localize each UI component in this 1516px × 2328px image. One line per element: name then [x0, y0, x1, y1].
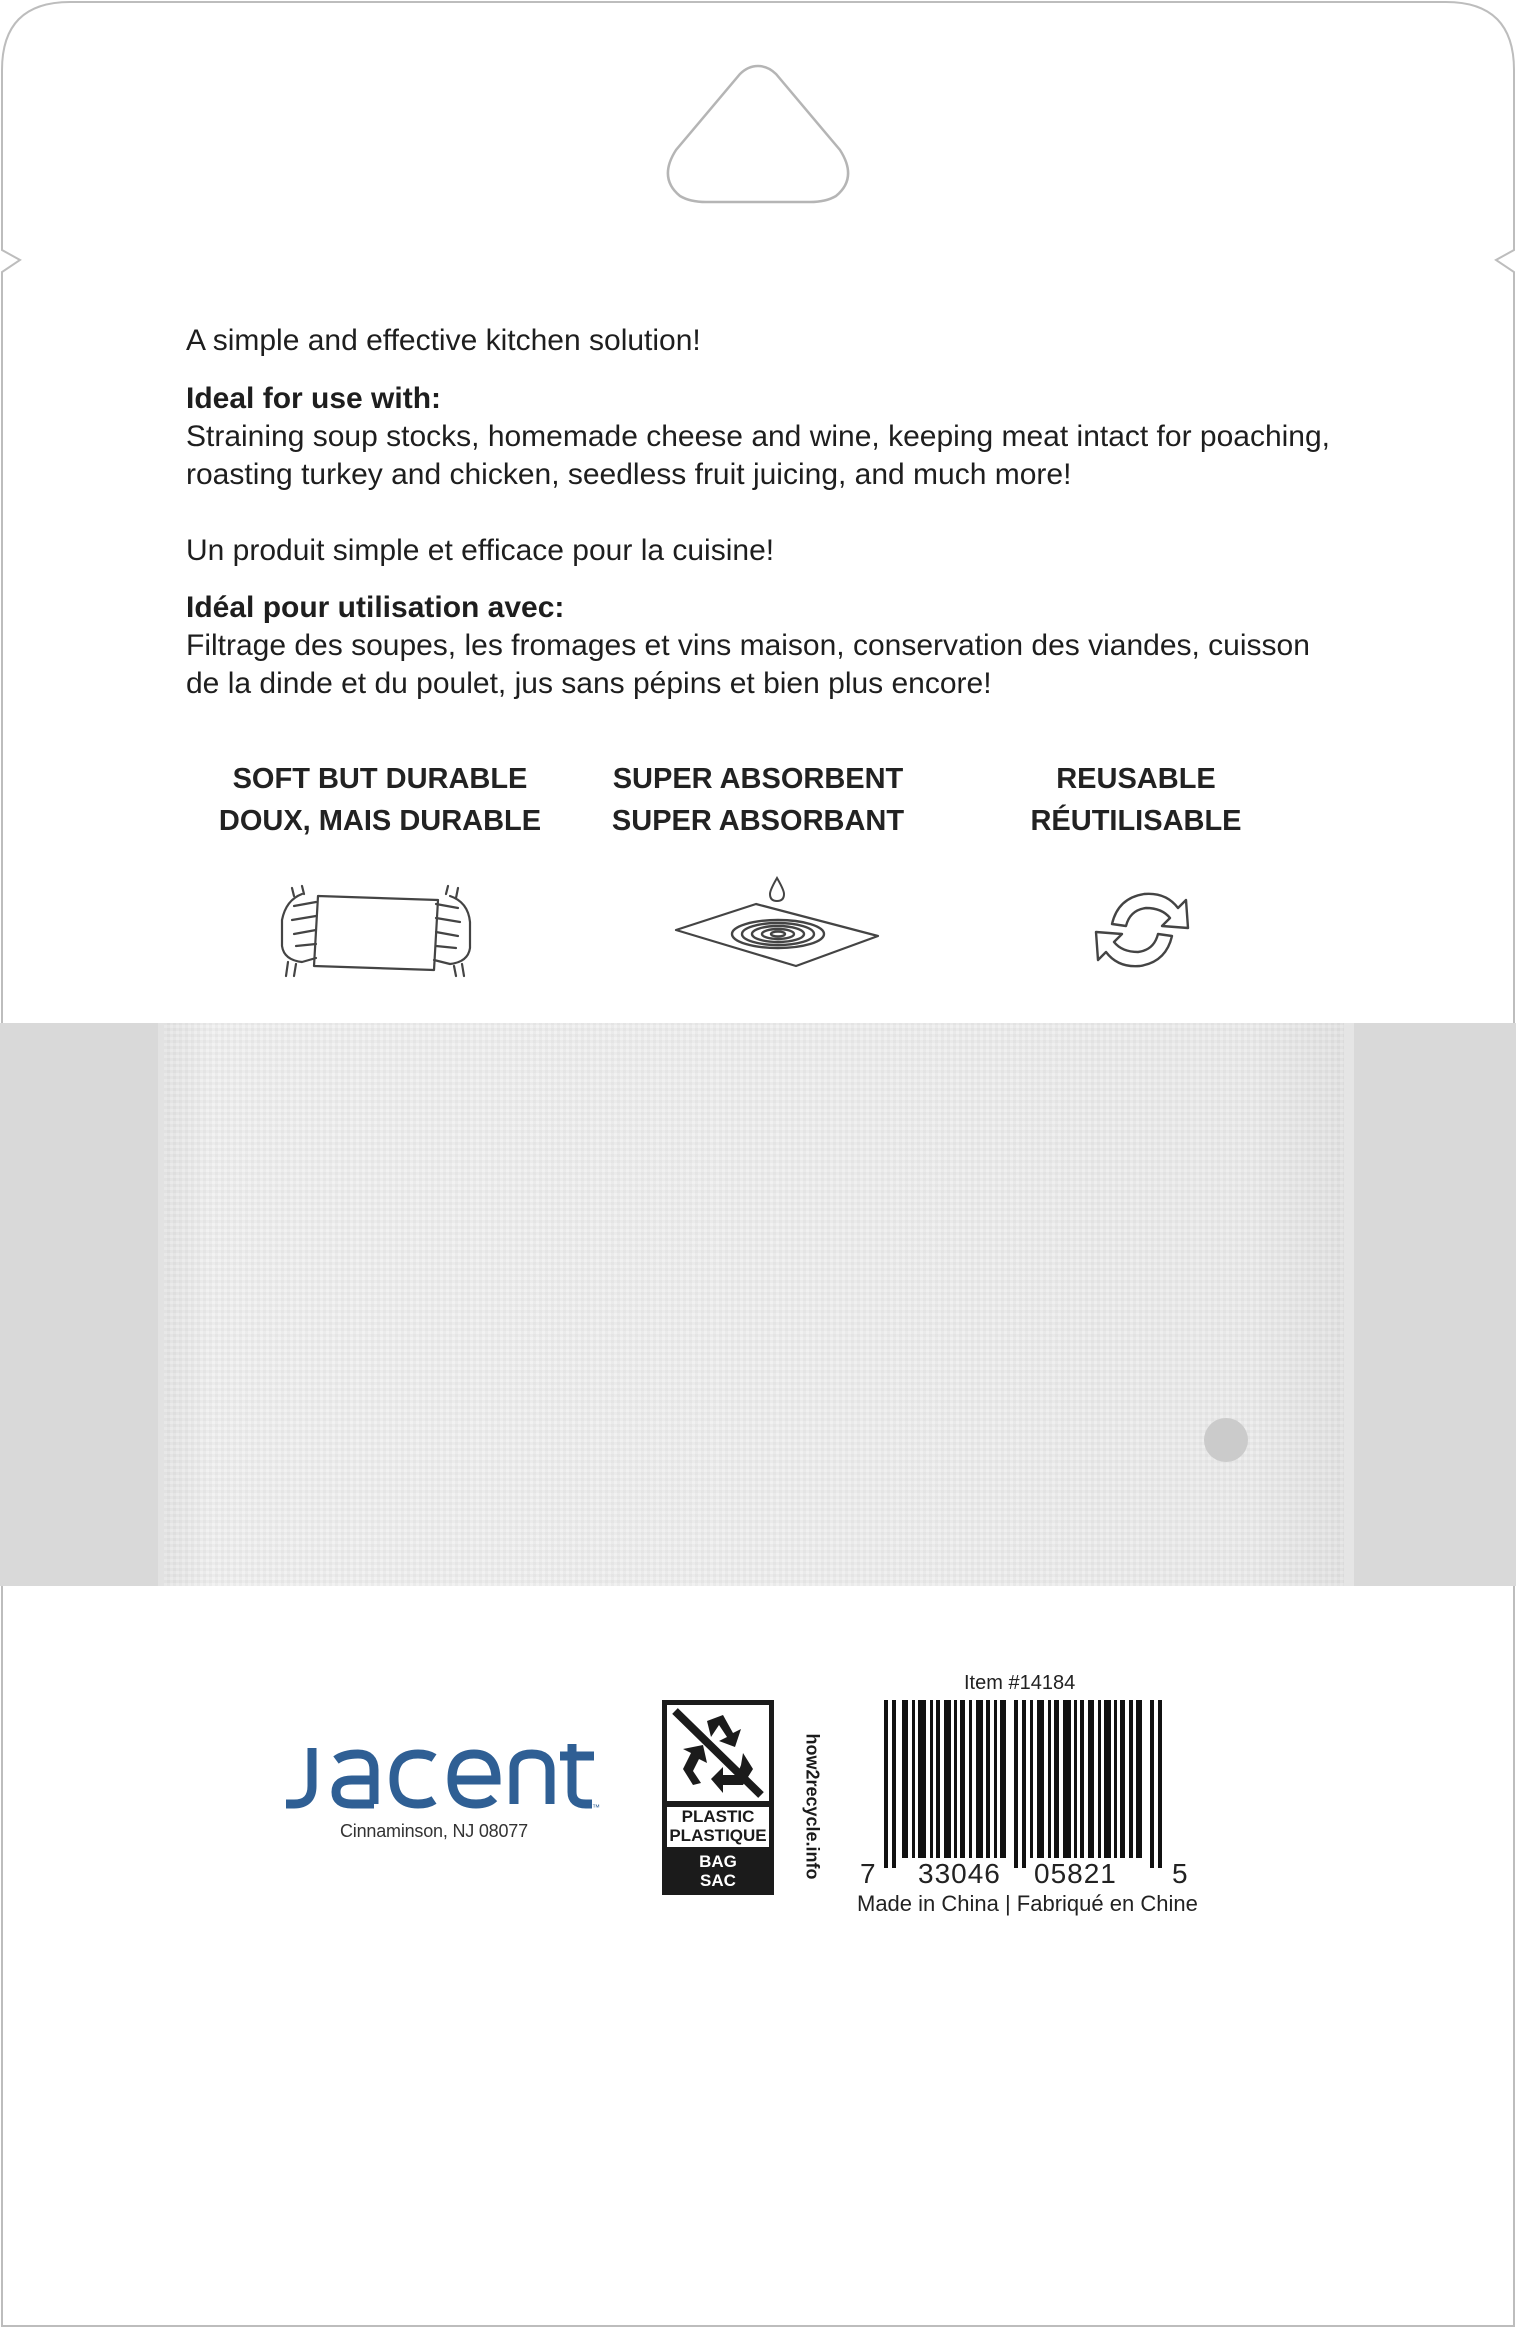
hands-stretching-cloth-icon — [272, 880, 482, 980]
feature-soft-durable — [190, 758, 570, 842]
brand-address: Cinnaminson, NJ 08077 — [340, 1821, 528, 1841]
ideal-line-fr-1: Filtrage des soupes, les fromages et vins maison, conservation des viandes, cuisson — [186, 629, 1310, 662]
recycle-website: how2recycle.info — [802, 1733, 823, 1880]
plastic-label-en: PLASTIC — [681, 1807, 755, 1826]
ideal-line-en-2: roasting turkey and chicken, seedless fruit juicing, and much more! — [186, 458, 1072, 491]
product-dot — [1204, 1418, 1248, 1462]
bag-label-fr: SAC — [700, 1871, 736, 1890]
item-number: Item #14184 — [964, 1672, 1076, 1694]
country-of-origin: Made in China | Fabriqué en Chine — [857, 1891, 1198, 1916]
barcode-digits-right: 05821 — [1034, 1858, 1117, 1889]
water-drop-absorb-icon — [672, 874, 882, 974]
barcode-digit-first: 7 — [860, 1858, 876, 1889]
ideal-heading-en: Ideal for use with: — [186, 382, 442, 415]
barcode-digit-last: 5 — [1172, 1858, 1188, 1889]
feature-reusable — [946, 758, 1326, 842]
ideal-heading-fr: Idéal pour utilisation avec: — [186, 591, 565, 624]
feature-label-fr: SUPER ABSORBANT — [611, 805, 905, 837]
intro-text-fr: Un produit simple et efficace pour la cuisine! — [186, 534, 775, 567]
jacent-logo — [282, 1740, 604, 1812]
feature-super-absorbent — [568, 758, 948, 842]
bag-label-en: BAG — [699, 1852, 737, 1871]
recycle-arrows-icon — [1082, 880, 1202, 980]
feature-label-fr: DOUX, MAIS DURABLE — [218, 805, 542, 837]
hang-hole — [668, 66, 848, 202]
feature-label-fr: RÉUTILISABLE — [1030, 805, 1242, 837]
upc-barcode — [880, 1700, 1170, 1868]
recycle-symbol-box — [667, 1705, 769, 1801]
plastic-label-fr: PLASTIQUE — [669, 1826, 767, 1845]
feature-label-en: REUSABLE — [1056, 763, 1216, 795]
plastic-label — [667, 1807, 769, 1847]
intro-text-en: A simple and effective kitchen solution! — [186, 324, 701, 357]
ideal-line-fr-2: de la dinde et du poulet, jus sans pépins et bien plus encore! — [186, 667, 992, 700]
bag-label — [662, 1852, 774, 1890]
ideal-uses-en — [186, 380, 1366, 494]
ideal-uses-fr — [186, 589, 1366, 703]
feature-label-en: SUPER ABSORBENT — [612, 763, 904, 795]
cheesecloth-product-window — [158, 1023, 1354, 1586]
how2recycle-label — [662, 1700, 774, 1895]
svg-text:™: ™ — [592, 1803, 600, 1812]
feature-label-en: SOFT BUT DURABLE — [232, 763, 528, 795]
recycle-crossed-icon — [667, 1705, 769, 1801]
barcode-digits-left: 33046 — [918, 1858, 1001, 1889]
ideal-line-en-1: Straining soup stocks, homemade cheese and wine, keeping meat intact for poaching, — [186, 420, 1331, 453]
